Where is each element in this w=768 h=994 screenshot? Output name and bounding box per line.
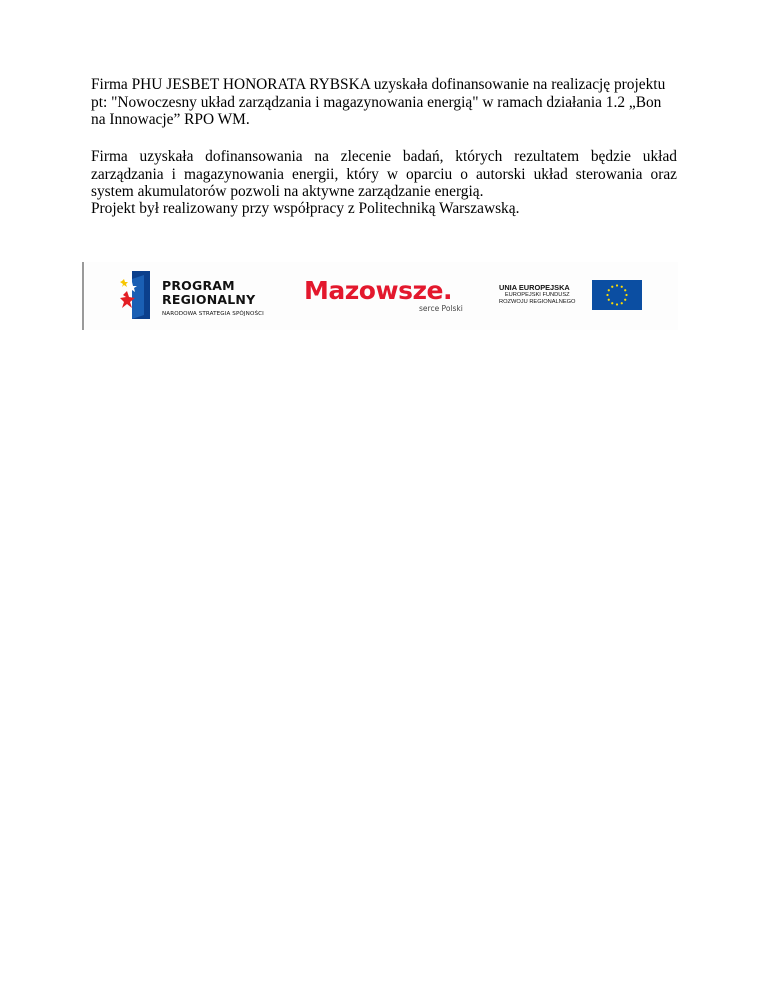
eu-logo-text <box>499 283 575 306</box>
eu-title: UNIA EUROPEJSKA <box>499 283 570 292</box>
eu-fund-line1: EUROPEJSKI FUNDUSZ <box>504 292 570 298</box>
eu-star <box>611 286 613 288</box>
program-regionalny-emblem-icon <box>120 271 150 319</box>
paragraph-partner: Projekt był realizowany przy współpracy z Politechniką Warszawską. <box>91 200 520 217</box>
paragraph-research-description: Firma uzyskała dofinansowania na zlecenie badań, których rezultatem będzie układ zarządzania i magazynowania energii, który w oparciu o autorski układ sterowania oraz system akumulatorów pozwoli na aktywne zarządzanie energią. <box>91 148 677 201</box>
eu-star <box>611 302 613 304</box>
eu-star <box>608 299 610 301</box>
eu-star <box>621 302 623 304</box>
eu-star <box>616 303 618 305</box>
logo-bar-divider <box>82 262 84 330</box>
mazowsze-logo-word: Mazowsze. <box>304 276 452 305</box>
paragraph-funding-info: Firma PHU JESBET HONORATA RYBSKA uzyskała dofinansowanie na realizację projektu pt: "Nowoczesny układ zarządzania i magazynowania energią" w ramach działania 1.2 „Bon na Innowacje” RPO WM. <box>91 76 666 129</box>
eu-flag-icon <box>592 280 642 310</box>
strategia-label: NARODOWA STRATEGIA SPÓJNOŚCI <box>162 311 264 317</box>
program-regionalny-logo <box>162 279 264 318</box>
funding-logos-bar <box>82 262 678 330</box>
eu-star <box>606 294 608 296</box>
eu-fund-line2: ROZWOJU REGIONALNEGO <box>499 299 576 305</box>
eu-star <box>624 299 626 301</box>
eu-star <box>608 289 610 291</box>
eu-star <box>624 289 626 291</box>
program-label: PROGRAM <box>162 278 235 293</box>
eu-star <box>625 294 627 296</box>
mazowsze-tagline: serce Polski <box>419 304 463 313</box>
eu-star <box>616 284 618 286</box>
regionalny-label: REGIONALNY <box>162 292 256 307</box>
eu-star <box>621 286 623 288</box>
